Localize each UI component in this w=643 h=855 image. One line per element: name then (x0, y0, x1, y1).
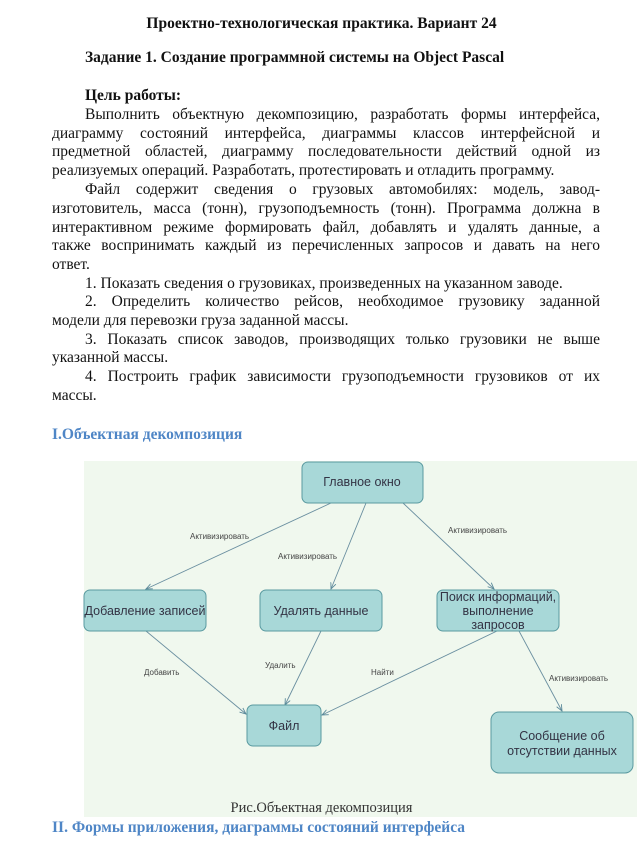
svg-text:Файл: Файл (268, 719, 300, 733)
edge-label: Активизировать (549, 674, 609, 683)
section-heading-2: II. Формы приложения, диаграммы состояний интерфейса (52, 819, 466, 836)
figure-caption: Рис.Объектная декомпозиция (230, 800, 413, 816)
task-heading: Задание 1. Создание программной системы на Object Pascal (85, 49, 505, 66)
goal-line: диаграмму состояний интерфейса, диаграммы классов интерфейсной и (52, 125, 600, 142)
file-line: ответ. (52, 256, 90, 273)
node-add-records (84, 590, 206, 631)
edge-label: Активизировать (448, 526, 508, 535)
svg-text:отсутствии данных: отсутствии данных (507, 744, 617, 758)
file-line: Файл содержит сведения о грузовых автомобилях: модель, завод- (85, 181, 600, 198)
svg-text:Сообщение об: Сообщение об (519, 729, 605, 743)
list-item: 2. Определить количество рейсов, необходимое грузовику заданной (85, 293, 600, 310)
edge-label: Активизировать (190, 532, 250, 541)
edge-label: Активизировать (278, 552, 338, 561)
document-title: Проектно-технологическая практика. Вариант 24 (146, 15, 497, 32)
node-search (437, 590, 559, 632)
node-main-window (302, 462, 423, 503)
file-line: интерактивном режиме формировать файл, добавлять и удалять данные, а (52, 219, 600, 236)
section-heading-1: I.Объектная декомпозиция (52, 426, 243, 443)
list-item: 3. Показать список заводов, производящих только грузовики не выше (85, 331, 600, 348)
edge-label: Найти (371, 668, 394, 677)
node-delete-data (260, 590, 382, 631)
goal-line: предметной областей, диаграмму последовательности действий одной из (52, 143, 600, 160)
node-no-data-message (491, 712, 633, 773)
file-line: изготовитель, масса (тонн), грузоподъемность (тонн). Программа должна в (52, 200, 600, 217)
svg-text:Поиск информаций,: Поиск информаций, (439, 590, 557, 604)
list-item: 4. Построить график зависимости грузоподъемности грузовиков от их (85, 368, 600, 385)
svg-text:Добавление записей: Добавление записей (84, 604, 206, 618)
list-item-cont: модели для перевозки груза заданной массы. (52, 312, 349, 329)
edge-label: Добавить (144, 668, 180, 677)
list-item-cont: указанной массы. (52, 349, 169, 366)
list-item: 1. Показать сведения о грузовиках, произведенных на указанном заводе. (85, 275, 563, 292)
svg-text:выполнение: выполнение (462, 604, 534, 618)
edge-label: Удалить (265, 661, 296, 670)
goal-line: Выполнить объектную декомпозицию, разработать формы интерфейса, (85, 106, 600, 123)
file-line: также воспринимать каждый из перечисленных запросов и давать на него (52, 237, 600, 254)
goal-heading: Цель работы: (85, 87, 182, 104)
svg-text:Главное окно: Главное окно (323, 475, 401, 489)
goal-line: реализуемых операций. Разработать, протестировать и отладить программу. (52, 162, 555, 179)
list-item-cont: массы. (52, 387, 97, 404)
svg-text:Удалять данные: Удалять данные (273, 604, 369, 618)
svg-text:запросов: запросов (471, 618, 525, 632)
node-file (247, 705, 321, 746)
